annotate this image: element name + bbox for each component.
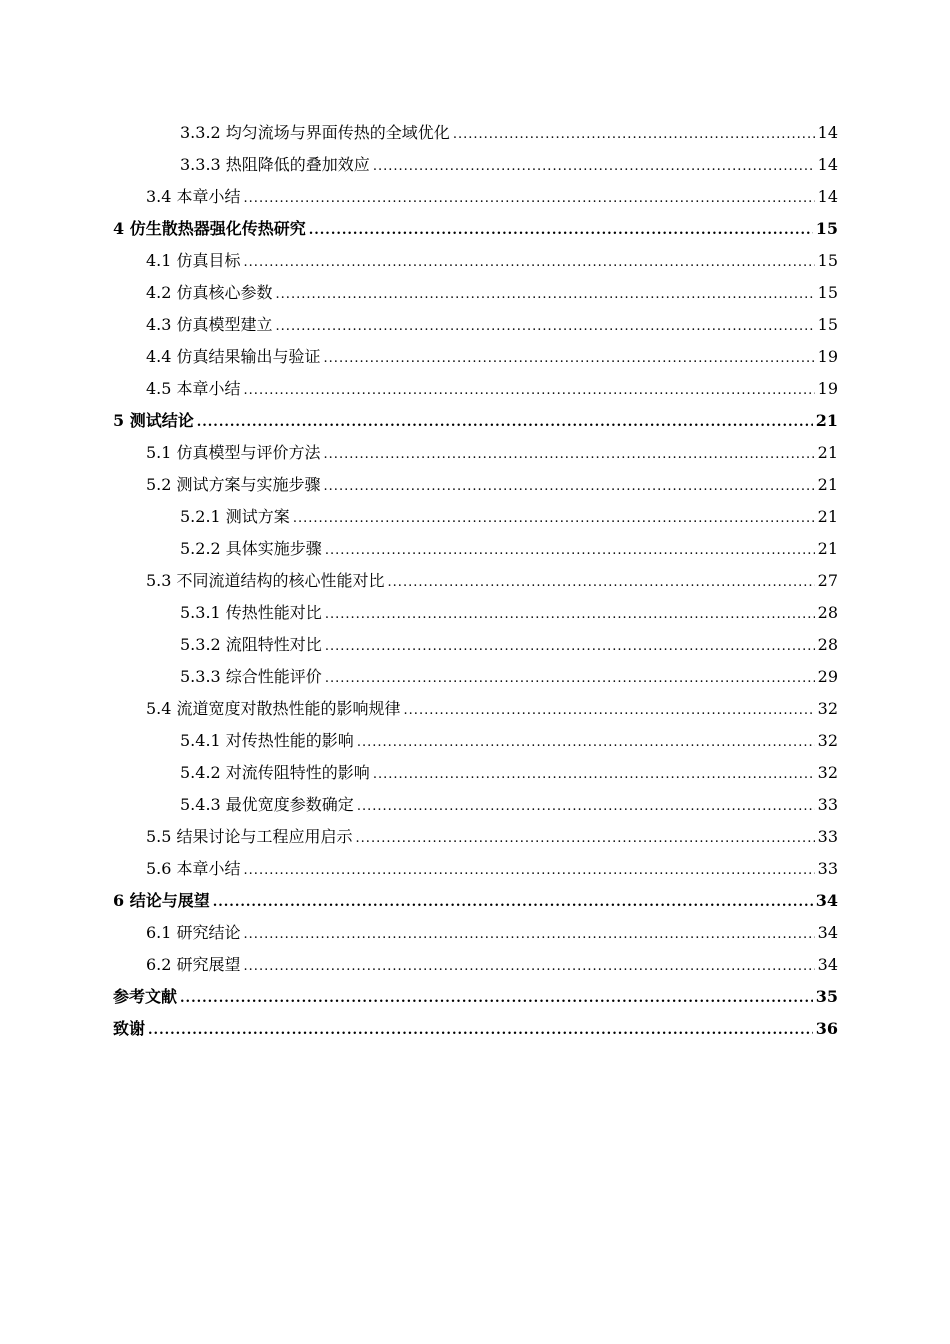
- toc-entry-title: 4.5 本章小结: [146, 379, 241, 398]
- toc-dot-leader: [276, 279, 815, 311]
- toc-entry-page-number: 33: [817, 859, 838, 878]
- toc-dot-leader: [357, 791, 815, 823]
- toc-dot-leader: [309, 215, 813, 247]
- toc-entry-page-number: 29: [817, 667, 838, 686]
- toc-entry-title: 5.4 流道宽度对散热性能的影响规律: [146, 699, 401, 718]
- toc-entry[interactable]: [113, 469, 838, 501]
- toc-entry-page-number: 34: [817, 923, 838, 942]
- toc-entry-title: 5.4.2 对流传阻特性的影响: [180, 763, 370, 782]
- toc-entry-title: 5.2 测试方案与实施步骤: [146, 475, 321, 494]
- table-of-contents: [113, 117, 838, 1045]
- toc-entry-title: 5.3 不同流道结构的核心性能对比: [146, 571, 385, 590]
- toc-entry-page-number: 15: [817, 315, 838, 334]
- toc-dot-leader: [356, 823, 815, 855]
- toc-dot-leader: [244, 247, 815, 279]
- toc-dot-leader: [180, 983, 813, 1015]
- toc-entry[interactable]: [113, 949, 838, 981]
- toc-entry-title: 5 测试结论: [113, 411, 194, 430]
- toc-dot-leader: [325, 631, 815, 663]
- toc-entry-page-number: 32: [817, 699, 838, 718]
- toc-entry[interactable]: [113, 757, 838, 789]
- toc-entry-page-number: 14: [817, 155, 838, 174]
- toc-entry-title: 5.5 结果讨论与工程应用启示: [146, 827, 353, 846]
- toc-dot-leader: [244, 855, 815, 887]
- toc-entry-title: 3.3.3 热阻降低的叠加效应: [180, 155, 370, 174]
- toc-entry-title: 6 结论与展望: [113, 891, 210, 910]
- toc-entry-page-number: 33: [817, 795, 838, 814]
- toc-entry-title: 6.2 研究展望: [146, 955, 241, 974]
- toc-entry-title: 5.3.3 综合性能评价: [180, 667, 322, 686]
- toc-entry-page-number: 32: [817, 763, 838, 782]
- toc-entry[interactable]: [113, 885, 838, 917]
- toc-entry-title: 4.2 仿真核心参数: [146, 283, 273, 302]
- toc-entry[interactable]: [113, 821, 838, 853]
- toc-entry-title: 3.3.2 均匀流场与界面传热的全域优化: [180, 123, 450, 142]
- toc-entry[interactable]: [113, 693, 838, 725]
- toc-entry-page-number: 15: [815, 219, 838, 238]
- toc-entry-title: 3.4 本章小结: [146, 187, 241, 206]
- toc-entry[interactable]: [113, 405, 838, 437]
- toc-dot-leader: [213, 887, 813, 919]
- toc-entry-page-number: 15: [817, 251, 838, 270]
- toc-dot-leader: [324, 439, 815, 471]
- toc-entry[interactable]: [113, 213, 838, 245]
- toc-entry-page-number: 36: [815, 1019, 838, 1038]
- toc-entry-title: 参考文献: [113, 987, 178, 1006]
- toc-entry[interactable]: [113, 181, 838, 213]
- toc-entry-title: 4.1 仿真目标: [146, 251, 241, 270]
- toc-dot-leader: [197, 407, 813, 439]
- toc-entry[interactable]: [113, 597, 838, 629]
- toc-entry-page-number: 21: [817, 475, 838, 494]
- toc-entry[interactable]: [113, 245, 838, 277]
- toc-entry-page-number: 19: [817, 379, 838, 398]
- toc-entry[interactable]: [113, 341, 838, 373]
- toc-dot-leader: [453, 119, 815, 151]
- toc-entry-title: 5.2.2 具体实施步骤: [180, 539, 322, 558]
- toc-entry-page-number: 34: [815, 891, 838, 910]
- toc-entry-title: 5.4.1 对传热性能的影响: [180, 731, 354, 750]
- toc-entry-title: 致谢: [113, 1019, 146, 1038]
- toc-entry-page-number: 21: [815, 411, 838, 430]
- toc-entry[interactable]: [113, 789, 838, 821]
- toc-entry[interactable]: [113, 853, 838, 885]
- toc-entry-page-number: 21: [817, 507, 838, 526]
- toc-entry-page-number: 28: [817, 635, 838, 654]
- toc-entry-page-number: 34: [817, 955, 838, 974]
- toc-entry-page-number: 21: [817, 443, 838, 462]
- toc-entry[interactable]: [113, 917, 838, 949]
- toc-entry[interactable]: [113, 117, 838, 149]
- toc-dot-leader: [244, 183, 815, 215]
- toc-entry-title: 5.3.2 流阻特性对比: [180, 635, 322, 654]
- toc-entry-page-number: 35: [815, 987, 838, 1006]
- toc-dot-leader: [373, 151, 815, 183]
- toc-dot-leader: [325, 663, 815, 695]
- toc-entry[interactable]: [113, 565, 838, 597]
- toc-entry-title: 5.4.3 最优宽度参数确定: [180, 795, 354, 814]
- toc-dot-leader: [276, 311, 815, 343]
- toc-entry-page-number: 14: [817, 123, 838, 142]
- toc-entry[interactable]: [113, 725, 838, 757]
- toc-entry-page-number: 14: [817, 187, 838, 206]
- toc-dot-leader: [324, 471, 815, 503]
- toc-entry[interactable]: [113, 981, 838, 1013]
- toc-entry[interactable]: [113, 1013, 838, 1045]
- toc-entry-title: 4.4 仿真结果输出与验证: [146, 347, 321, 366]
- toc-entry[interactable]: [113, 437, 838, 469]
- toc-entry[interactable]: [113, 373, 838, 405]
- toc-dot-leader: [244, 951, 815, 983]
- toc-entry-title: 4.3 仿真模型建立: [146, 315, 273, 334]
- toc-dot-leader: [373, 759, 815, 791]
- toc-entry[interactable]: [113, 533, 838, 565]
- toc-entry-page-number: 27: [817, 571, 838, 590]
- toc-dot-leader: [324, 343, 815, 375]
- toc-entry[interactable]: [113, 501, 838, 533]
- toc-entry[interactable]: [113, 629, 838, 661]
- toc-dot-leader: [244, 919, 815, 951]
- toc-dot-leader: [148, 1015, 813, 1047]
- toc-entry-page-number: 15: [817, 283, 838, 302]
- toc-entry-title: 5.6 本章小结: [146, 859, 241, 878]
- toc-entry-page-number: 21: [817, 539, 838, 558]
- toc-entry-page-number: 32: [817, 731, 838, 750]
- toc-dot-leader: [244, 375, 815, 407]
- toc-dot-leader: [325, 599, 815, 631]
- toc-entry-title: 4 仿生散热器强化传热研究: [113, 219, 306, 238]
- toc-entry-title: 5.1 仿真模型与评价方法: [146, 443, 321, 462]
- toc-entry-page-number: 19: [817, 347, 838, 366]
- toc-entry[interactable]: [113, 277, 838, 309]
- toc-dot-leader: [293, 503, 815, 535]
- toc-dot-leader: [357, 727, 815, 759]
- toc-entry-title: 5.2.1 测试方案: [180, 507, 290, 526]
- toc-dot-leader: [404, 695, 815, 727]
- toc-entry-page-number: 28: [817, 603, 838, 622]
- toc-entry[interactable]: [113, 661, 838, 693]
- toc-entry-page-number: 33: [817, 827, 838, 846]
- toc-entry-title: 5.3.1 传热性能对比: [180, 603, 322, 622]
- toc-entry-title: 6.1 研究结论: [146, 923, 241, 942]
- toc-entry[interactable]: [113, 149, 838, 181]
- toc-entry[interactable]: [113, 309, 838, 341]
- toc-dot-leader: [388, 567, 815, 599]
- toc-dot-leader: [325, 535, 815, 567]
